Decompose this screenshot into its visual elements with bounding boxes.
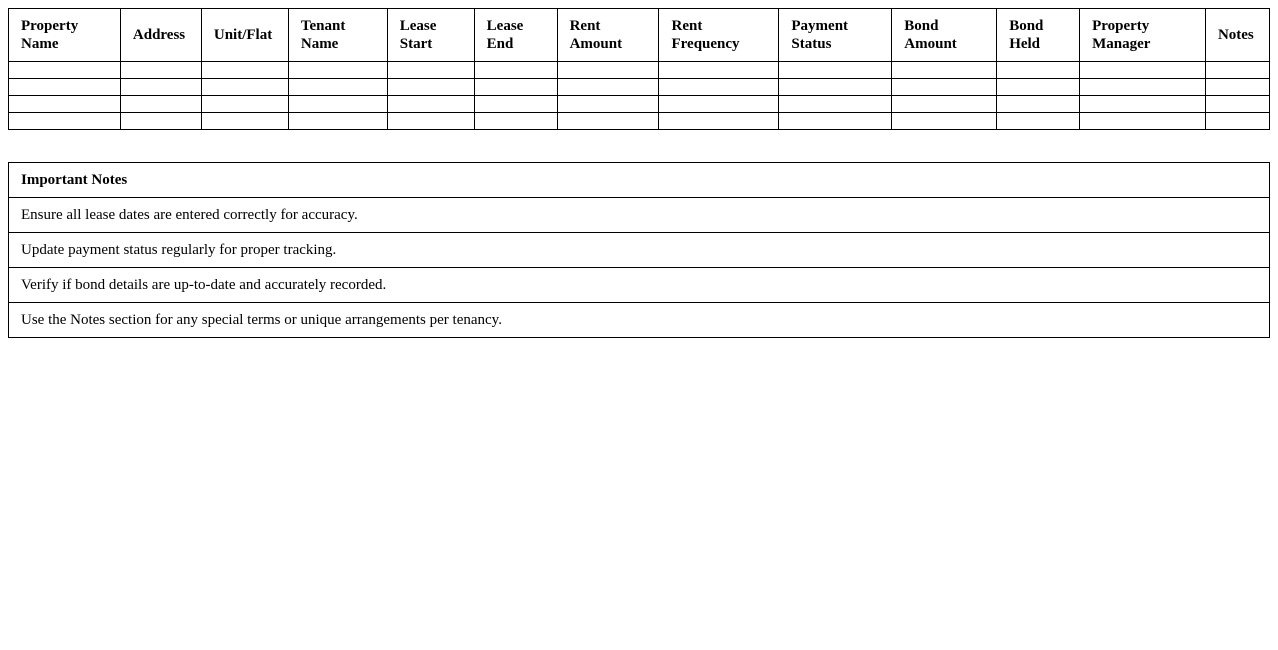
table-cell[interactable]: [1080, 79, 1206, 96]
table-cell[interactable]: [474, 96, 557, 113]
table-cell[interactable]: [9, 113, 121, 130]
table-cell[interactable]: [659, 96, 779, 113]
table-cell[interactable]: [288, 113, 387, 130]
table-cell[interactable]: [288, 62, 387, 79]
note-item: Ensure all lease dates are entered correctly for accuracy.: [9, 198, 1270, 233]
table-cell[interactable]: [201, 62, 288, 79]
page: [8, 8, 1270, 338]
header-tenant-name: Tenant Name: [288, 9, 387, 62]
table-cell[interactable]: [9, 79, 121, 96]
property-tracker-table: [8, 8, 1270, 130]
header-bond-amount: Bond Amount: [892, 9, 997, 62]
notes-row: [9, 268, 1270, 303]
table-cell[interactable]: [1080, 113, 1206, 130]
table-cell[interactable]: [387, 79, 474, 96]
section-spacer: [8, 130, 1270, 162]
table-cell[interactable]: [779, 79, 892, 96]
header-bond-held: Bond Held: [997, 9, 1080, 62]
table-cell[interactable]: [997, 79, 1080, 96]
table-cell[interactable]: [892, 96, 997, 113]
table-cell[interactable]: [120, 113, 201, 130]
notes-row: [9, 303, 1270, 338]
table-cell[interactable]: [201, 79, 288, 96]
header-lease-start: Lease Start: [387, 9, 474, 62]
table-cell[interactable]: [557, 113, 659, 130]
table-cell[interactable]: [557, 79, 659, 96]
table-row: [9, 79, 1270, 96]
table-cell[interactable]: [892, 62, 997, 79]
header-address: Address: [120, 9, 201, 62]
table-cell[interactable]: [288, 79, 387, 96]
table-cell[interactable]: [997, 113, 1080, 130]
header-lease-end: Lease End: [474, 9, 557, 62]
table-cell[interactable]: [474, 113, 557, 130]
table-cell[interactable]: [779, 62, 892, 79]
table-cell[interactable]: [557, 62, 659, 79]
header-payment-status: Payment Status: [779, 9, 892, 62]
notes-row: [9, 233, 1270, 268]
header-rent-amount: Rent Amount: [557, 9, 659, 62]
table-cell[interactable]: [1080, 62, 1206, 79]
notes-row: [9, 198, 1270, 233]
table-cell[interactable]: [474, 62, 557, 79]
table-cell[interactable]: [1205, 79, 1269, 96]
table-cell[interactable]: [120, 96, 201, 113]
notes-title: Important Notes: [9, 163, 1270, 198]
note-item: Update payment status regularly for proper tracking.: [9, 233, 1270, 268]
table-cell[interactable]: [892, 113, 997, 130]
table-cell[interactable]: [997, 62, 1080, 79]
table-row: [9, 113, 1270, 130]
table-cell[interactable]: [9, 62, 121, 79]
header-rent-frequency: Rent Frequency: [659, 9, 779, 62]
table-row: [9, 62, 1270, 79]
header-property-name: Property Name: [9, 9, 121, 62]
table-cell[interactable]: [1205, 62, 1269, 79]
table-cell[interactable]: [288, 96, 387, 113]
note-item: Verify if bond details are up-to-date and accurately recorded.: [9, 268, 1270, 303]
note-item: Use the Notes section for any special terms or unique arrangements per tenancy.: [9, 303, 1270, 338]
table-cell[interactable]: [474, 79, 557, 96]
table-cell[interactable]: [387, 96, 474, 113]
table-row: [9, 96, 1270, 113]
table-cell[interactable]: [9, 96, 121, 113]
table-cell[interactable]: [1205, 96, 1269, 113]
table-cell[interactable]: [120, 79, 201, 96]
table-cell[interactable]: [557, 96, 659, 113]
table-cell[interactable]: [1205, 113, 1269, 130]
table-cell[interactable]: [1080, 96, 1206, 113]
notes-title-row: [9, 163, 1270, 198]
table-cell[interactable]: [779, 96, 892, 113]
table-cell[interactable]: [659, 62, 779, 79]
table-cell[interactable]: [659, 79, 779, 96]
important-notes-table: [8, 162, 1270, 338]
header-notes: Notes: [1205, 9, 1269, 62]
table-cell[interactable]: [201, 96, 288, 113]
header-property-manager: Property Manager: [1080, 9, 1206, 62]
table-cell[interactable]: [997, 96, 1080, 113]
table-cell[interactable]: [387, 113, 474, 130]
table-cell[interactable]: [387, 62, 474, 79]
table-cell[interactable]: [659, 113, 779, 130]
table-cell[interactable]: [892, 79, 997, 96]
table-header-row: [9, 9, 1270, 62]
table-cell[interactable]: [120, 62, 201, 79]
table-cell[interactable]: [779, 113, 892, 130]
header-unit-flat: Unit/Flat: [201, 9, 288, 62]
table-cell[interactable]: [201, 113, 288, 130]
